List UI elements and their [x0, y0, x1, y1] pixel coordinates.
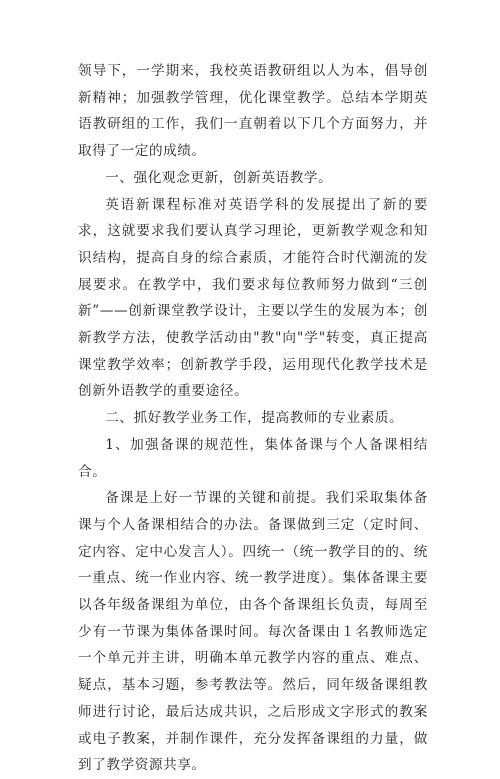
paragraph-intro-continuation: 领导下，一学期来，我校英语教研组以人为本，倡导创新精神；加强教学管理，优化课堂教学。总结本学期英语教研组的工作，我们一直朝着以下几个方面努力，并取得了一定的成绩。 — [78, 63, 428, 160]
section-heading-2: 二、抓好教学业务工作，提高教师的专业素质。 — [105, 410, 404, 427]
paragraph-innovation: 英语新课程标准对英语学科的发展提出了新的要求，这就要求我们要认真学习理论，更新教学观念和知识结构，提高自身的综合素质，才能符合时代潮流的发展要求。在教学中，我们要求每位教师努力做到“三创新”——创新课堂教学设计，主要以学生的发展为本；创新教学方法，使教学活动由"教"向"学"转变，真正提高课堂教学效率；创新教学手段，运用现代化教学技术是创新外语教学的重要途径。 — [78, 196, 428, 400]
body-text — [78, 58, 428, 779]
section-heading-1: 一、强化观念更新，创新英语教学。 — [105, 169, 333, 186]
subsection-heading-1: 1、加强备课的规范性，集体备课与个人备课相结合。 — [78, 436, 428, 480]
paragraph-lesson-prep: 备课是上好一节课的关键和前提。我们采取集体备课与个人备课相结合的办法。备课做到三定（定时间、定内容、定中心发言人）。四统一（统一教学目的的、统一重点、统一作业内容、统一教学进度）。集体备课主要以各年级备课组为单位，由各个备课组长负责，每周至少有一节课为集体备课时间。每次备课由１名教师选定一个单元并主讲，明确本单元教学内容的重点、难点、疑点，基本习题，参考教法等。然后，同年级备课组教师进行讨论，最后达成共识，之后形成文字形式的教案或电子教案，并制作课件，充分发挥备课组的力量，做到了教学资源共享。 — [78, 490, 428, 774]
